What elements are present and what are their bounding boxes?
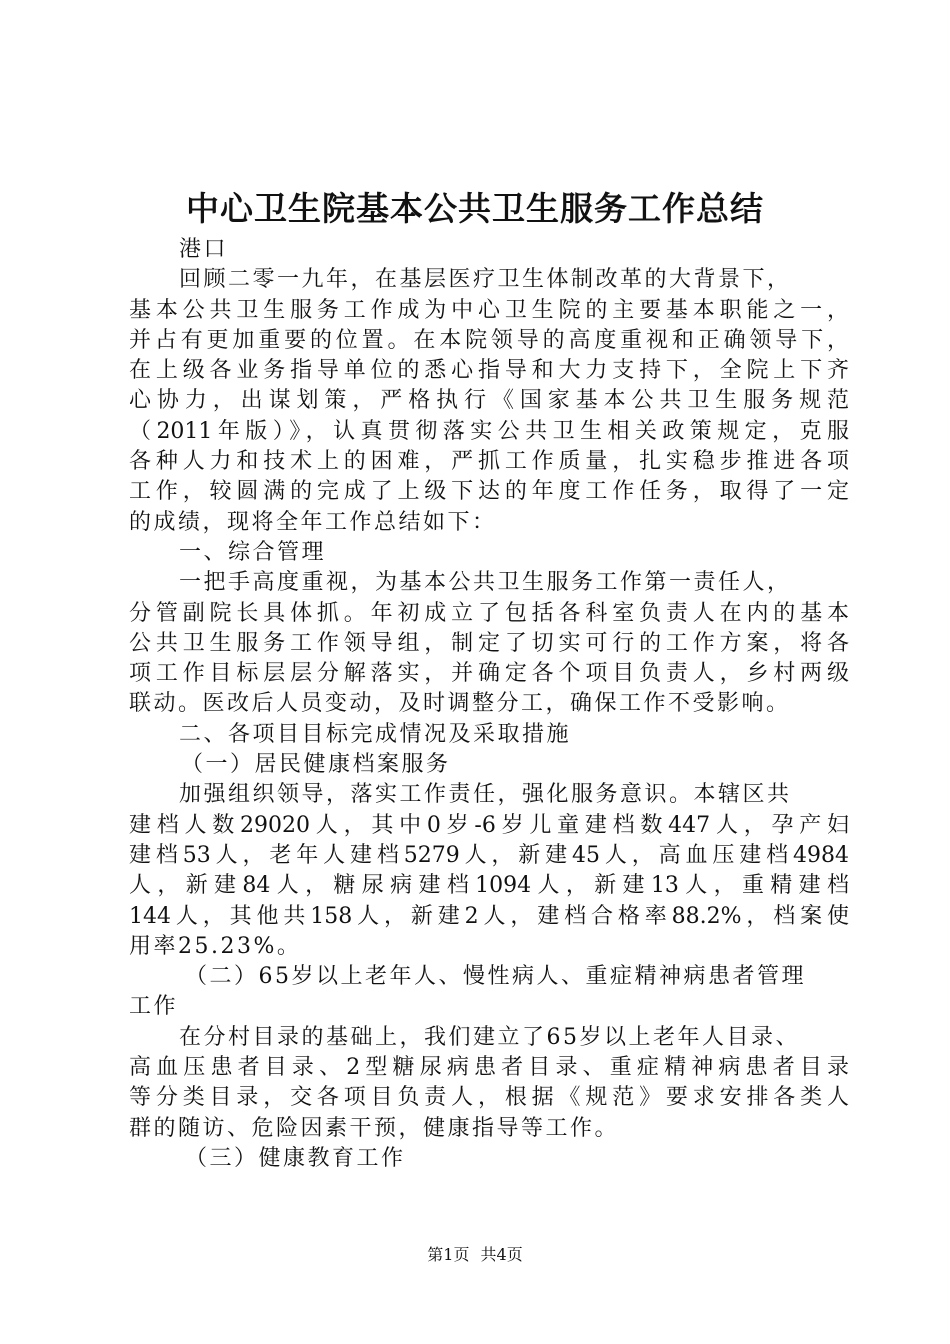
page-total: 共4页	[480, 1245, 523, 1264]
paragraph-line: 并占有更加重要的位置。在本院领导的高度重视和正确领导下，	[129, 327, 849, 353]
author-line: 港口	[179, 237, 229, 262]
subsection-heading-continued: 工作	[129, 994, 179, 1020]
paragraph-line: （2011年版）》，认真贯彻落实公共卫生相关政策规定，克服	[129, 418, 849, 444]
paragraph-line: 高血压患者目录、2型糖尿病患者目录、重症精神病患者目录	[129, 1055, 849, 1081]
paragraph-line: 在分村目录的基础上，我们建立了65岁以上老年人目录、	[179, 1024, 800, 1050]
paragraph-line: 回顾二零一九年，在基层医疗卫生体制改革的大背景下，	[179, 267, 792, 293]
paragraph-line: 项工作目标层层分解落实，并确定各个项目负责人，乡村两级	[129, 661, 849, 687]
paragraph-line: 144人，其他共158人，新建2人，建档合格率88.2%，档案使	[129, 903, 849, 929]
subsection-heading: （一）居民健康档案服务	[181, 752, 451, 778]
paragraph-line: 等分类目录，交各项目负责人，根据《规范》要求安排各类人	[129, 1085, 849, 1111]
paragraph-line: 心协力，出谋划策，严格执行《国家基本公共卫生服务规范	[129, 388, 849, 414]
subsection-heading: （三）健康教育工作	[185, 1145, 406, 1171]
paragraph-line: 公共卫生服务工作领导组，制定了切实可行的工作方案，将各	[129, 630, 849, 656]
paragraph-line: 各种人力和技术上的困难，严抓工作质量，扎实稳步推进各项	[129, 449, 849, 475]
document-title: 中心卫生院基本公共卫生服务工作总结	[186, 189, 764, 228]
section-heading: 一、综合管理	[179, 539, 327, 565]
paragraph-line: 用率25.23%。	[129, 933, 302, 959]
paragraph-line: 建档53人，老年人建档5279人，新建45人，高血压建档4984	[129, 842, 849, 868]
page-footer	[0, 1243, 950, 1267]
document-body	[129, 235, 849, 1174]
paragraph-line: 建档人数29020人，其中0岁-6岁儿童建档数447人，孕产妇	[129, 812, 849, 838]
paragraph-line: 人，新建84人，糖尿病建档1094人，新建13人，重精建档	[129, 873, 849, 899]
paragraph-line: 分管副院长具体抓。年初成立了包括各科室负责人在内的基本	[129, 600, 849, 626]
paragraph-line: 群的随访、危险因素干预，健康指导等工作。	[129, 1115, 620, 1141]
paragraph-line: 加强组织领导，落实工作责任，强化服务意识。本辖区共	[179, 782, 792, 808]
paragraph-line: 基本公共卫生服务工作成为中心卫生院的主要基本职能之一，	[129, 297, 849, 323]
paragraph-line: 工作，较圆满的完成了上级下达的年度工作任务，取得了一定	[129, 479, 849, 505]
paragraph-line: 联动。医改后人员变动，及时调整分工，确保工作不受影响。	[129, 691, 791, 717]
paragraph-line: 的成绩，现将全年工作总结如下：	[129, 509, 497, 535]
subsection-heading: （二）65岁以上老年人、慢性病人、重症精神病患者管理	[185, 964, 806, 990]
paragraph-line: 在上级各业务指导单位的悉心指导和大力支持下，全院上下齐	[129, 358, 849, 384]
paragraph-line: 一把手高度重视，为基本公共卫生服务工作第一责任人，	[179, 570, 792, 596]
page-number: 第1页	[427, 1245, 470, 1264]
section-heading: 二、各项目目标完成情况及采取措施	[179, 721, 572, 747]
